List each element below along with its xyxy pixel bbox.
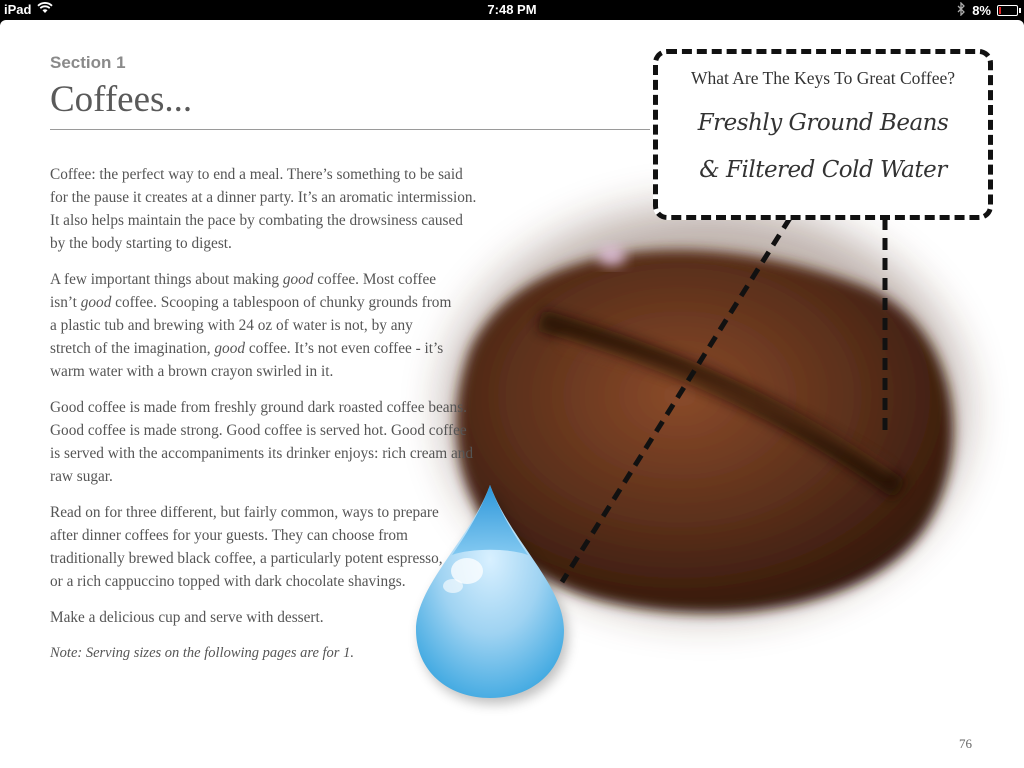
bluetooth-icon (957, 2, 966, 19)
title-divider (50, 129, 650, 130)
battery-icon (997, 5, 1018, 16)
device-name: iPad (4, 2, 32, 17)
paragraph-4: Read on for three different, but fairly common, ways to prepare after dinner coffees for your guests. They can choose from traditionally brewed black coffee, a particularly potent espresso, or a rich cappuccino topped with dark chocolate shavings. (50, 504, 443, 590)
paragraph-3: Good coffee is made from freshly ground dark roasted coffee beans. Good coffee is made strong. Good coffee is served hot. Good coffee is served with the accompaniments its drinker enjoys: rich cream and raw sugar. (50, 399, 474, 485)
paragraph-2: A few important things about making good coffee. Most coffee isn’t good coffee. Scooping a tablespoon of chunky grounds from a plastic tub and brewing with 24 oz of water is not, by any stretch of the imagination, good coffee. It’s not even coffee - it’s warm water with a brown crayon swirled in it. (50, 271, 452, 380)
paragraph-5: Make a delicious cup and serve with dessert. (50, 609, 324, 626)
callout-answer-line-1: Freshly Ground Beans (697, 110, 949, 136)
callout-answer-line-2: & Filtered Cold Water (699, 157, 947, 183)
status-time: 7:48 PM (487, 2, 537, 17)
paragraph-1: Coffee: the perfect way to end a meal. There’s something to be said for the pause it creates at a dinner party. It’s an aromatic intermission. It also helps maintain the pace by combating the drowsiness caused by the body starting to digest. (50, 166, 477, 252)
section-label: Section 1 (50, 53, 126, 72)
body-text (50, 163, 480, 678)
page-number: 76 (959, 736, 972, 751)
serving-note: Note: Serving sizes on the following pages are for 1. (50, 645, 354, 661)
page-title: Coffees... (50, 79, 193, 120)
book-page (0, 20, 1024, 768)
battery-percent: 8% (972, 3, 991, 18)
callout-question: What Are The Keys To Great Coffee? (690, 68, 956, 88)
callout-box (653, 49, 993, 220)
status-bar (0, 0, 1024, 20)
